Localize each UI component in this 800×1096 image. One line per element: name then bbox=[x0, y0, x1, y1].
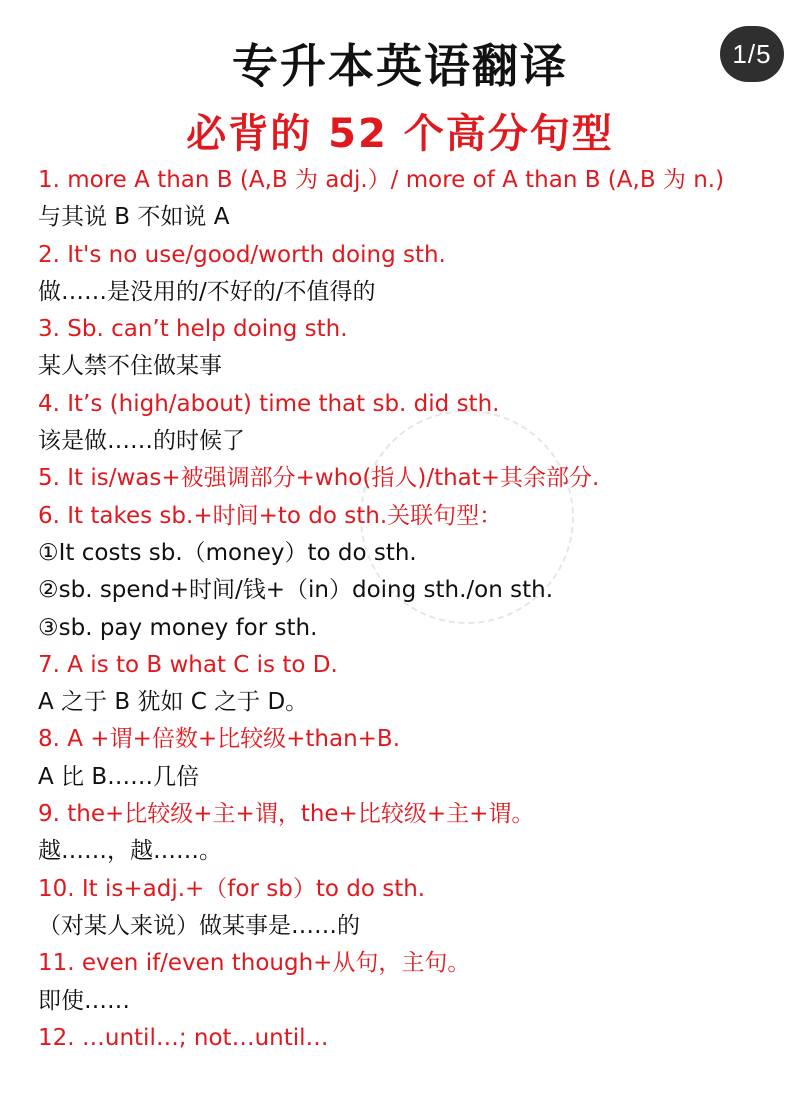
translation-line-8: A 比 B……几倍 bbox=[38, 763, 200, 790]
translation-line-4: 该是做……的时候了 bbox=[38, 428, 245, 455]
pattern-line-3: 3. Sb. can’t help doing sth. bbox=[38, 316, 348, 343]
page-title: 专升本英语翻译 bbox=[232, 39, 568, 93]
pattern-line-11: 11. even if/even though+从句，主句。 bbox=[38, 950, 471, 977]
pattern-line-7: 7. A is to B what C is to D. bbox=[38, 651, 338, 678]
pattern-line-1: 1. more A than B (A,B 为 adj.）/ more of A than B (A,B 为 n.) bbox=[38, 167, 725, 193]
pattern-line-5: 5. It is/was+被强调部分+who(指人)/that+其余部分. bbox=[38, 465, 600, 492]
page-subtitle: 必背的 52 个高分句型 bbox=[186, 111, 614, 157]
pattern-line-2: 2. It's no use/good/worth doing sth. bbox=[38, 241, 446, 268]
example-line-6c: ③sb. pay money for sth. bbox=[38, 614, 318, 641]
example-line-6a: ①It costs sb.（money）to do sth. bbox=[38, 539, 417, 566]
translation-line-3: 某人禁不住做某事 bbox=[38, 353, 222, 380]
translation-line-11: 即使…… bbox=[38, 987, 130, 1014]
pattern-line-12: 12. …until…; not…until… bbox=[38, 1024, 329, 1051]
translation-line-2: 做……是没用的/不好的/不值得的 bbox=[38, 278, 376, 305]
translation-line-10: （对某人来说）做某事是……的 bbox=[38, 912, 360, 939]
page-counter-badge: 1/5 bbox=[720, 26, 784, 82]
pattern-line-9: 9. the+比较级+主+谓，the+比较级+主+谓。 bbox=[38, 801, 535, 828]
pattern-line-10: 10. It is+adj.+（for sb）to do sth. bbox=[38, 875, 426, 902]
sentence-pattern-list bbox=[38, 162, 790, 1057]
pattern-line-6: 6. It takes sb.+时间+to do sth.关联句型： bbox=[38, 502, 503, 529]
example-line-6b: ②sb. spend+时间/钱+（in）doing sth./on sth. bbox=[38, 577, 554, 604]
translation-line-9: 越……，越……。 bbox=[38, 838, 222, 865]
translation-line-7: A 之于 B 犹如 C 之于 D。 bbox=[38, 689, 309, 716]
translation-line-1: 与其说 B 不如说 A bbox=[38, 204, 230, 231]
pattern-line-8: 8. A +谓+倍数+比较级+than+B. bbox=[38, 726, 401, 753]
pattern-line-4: 4. It’s (high/about) time that sb. did sth. bbox=[38, 390, 500, 417]
